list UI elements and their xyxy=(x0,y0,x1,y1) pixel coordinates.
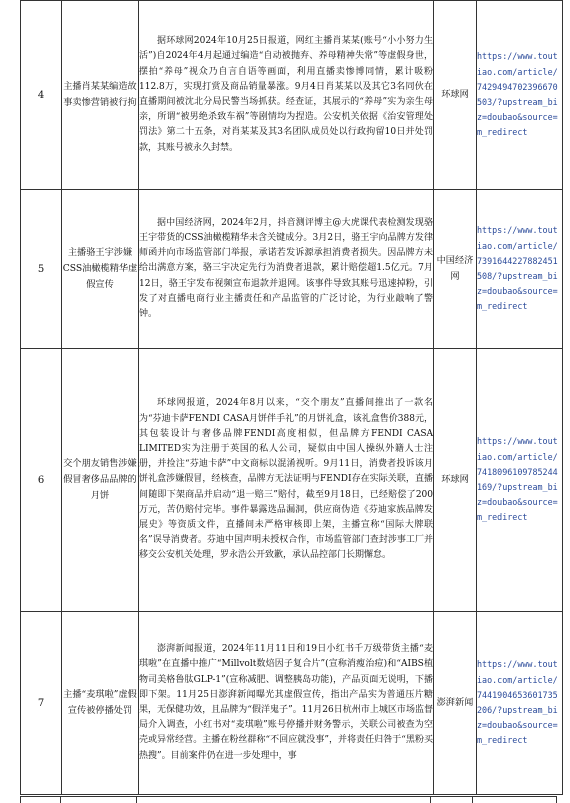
column-divider xyxy=(136,797,137,803)
case-description-text: 据环球网2024年10月25日报道，网红主播肖某某(账号“小小努力生活”)自2024年4月起通过编造“自动被抛弃、养母精神失常”等虚假身世，摆拍“养母”视众乃自言自语等画面，利用直播卖惨博同情，累计吸粉112.8万，实现打赏及商品销量暴涨。9月4日肖某某以及其它3名同伙在直播期间被沈北分局民警当场抓获。经查证，其展示的“养母”实为亲生母亲，所谓“被男绝杀致车祸”等剧情均为捏造。公安机关依据《治安管理处罚法》第二十五条，对肖某某及其3名团队成员处以行政拘留10日并处罚款，其账号被永久封禁。 xyxy=(139,36,433,153)
case-description xyxy=(139,1,434,190)
column-divider xyxy=(472,797,473,803)
case-source: 环球网 xyxy=(434,1,477,190)
column-divider xyxy=(60,797,61,803)
case-description xyxy=(139,612,434,795)
row-number: 6 xyxy=(21,349,62,612)
case-description xyxy=(139,349,434,612)
case-description xyxy=(139,190,434,349)
case-link[interactable] xyxy=(477,612,563,795)
table-row xyxy=(21,190,563,349)
column-divider xyxy=(430,797,431,803)
column-divider xyxy=(20,797,21,803)
case-link-text[interactable]: https://www.toutiao.com/article/7441904653601735206/?upstream_biz=doubao&source=m_redirect xyxy=(477,659,558,746)
table-row xyxy=(21,1,563,190)
case-link-text[interactable]: https://www.toutiao.com/article/7429494702396670503/?upstream_biz=doubao&source=m_redirect xyxy=(477,51,558,138)
case-source: 环球网 xyxy=(434,349,477,612)
case-title: 主播肖某某编造故事卖惨营销被行拘 xyxy=(62,1,139,190)
case-description-text: 澎湃新闻报道，2024年11月11日和19日小红书千万级带货主播“麦琪啦”在直播中推广“Millvolt数焙因子复合片”(宣称消瘦治痘)和“AIBS植物司美格鲁肽GLP-1”(宣称减肥、调整胰岛功能)，产品页面无说明，下播即下架。11月25日澎湃新闻曝光其虚假宣传，指出产品实为普通压片糖果，无保健功效，且品牌为“假洋鬼子”。11月26日杭州市上城区市场监督局介入调查，小红书对“麦琪啦”账号停播并财务警示，关联公司被查为空壳或异常经营。主播在粉丝群称“不回应就没事”，并将责任归咎于“黑粉买热搜”。目前案件仍在进一步处理中，事 xyxy=(139,644,433,761)
case-link[interactable] xyxy=(477,1,563,190)
cases-table xyxy=(20,0,563,795)
case-description-text: 据中国经济网，2024年2月，抖音测评博主@大虎课代表检测发现骆王宇带货的CSS油橄榄精华未含关键成分。3月2日，骆王宇向品牌方发律师函并向市场监管部门举报，承诺若发诉源承担消费者损失。因品牌方未给出满意方案，骆三宇决定先行为消费者退款，累计赔偿超1.5亿元。7月12日，骆王宇发布视频宣布退款并退网。该事件导致其账号迅速掉粉，引发了对直播电商行业主播责任和产品监管的广泛讨论，为行业敲响了警钟。 xyxy=(139,217,433,319)
column-divider xyxy=(556,797,557,803)
case-description-text: 环球网报道，2024年8月以来，“交个朋友”直播间推出了一款名为“芬迪卡萨FENDI CASA月饼伴手礼”的月饼礼盒，该礼盒售价388元，其包装设计与奢侈品牌FENDI高度相似，但品牌方FENDI CASA LIMITED实为注册于英国的私人公司，疑似由中国人操纵外籍人士注册，并捡注“芬迪卡萨”中文商标以混淆视听。9月11日，消费者投诉该月饼礼盒涉嫌假冒，经核查，品牌方无法证明与FENDI存在实际关联，直播间随即下架商品并启动“退一赔三”赔付，截至9月18日，已经赔偿了200万元，苦仍赔付完毕。事件暴露选品漏洞，供应商伪造《芬迪家族品牌发展史》等资质文件，直播间未严格审核即上架，主播宣称“国际大牌联名”误导消费者。芬迪中国声明未授权合作，市场监管部门查封涉事工厂并移交公安机关处理，罗永浩公开致歉，承认品控部门长期懈怠。 xyxy=(139,398,433,561)
case-title: 主播骆王宇涉嫌CSS油橄榄精华虚假宣传 xyxy=(62,190,139,349)
case-source: 澎湃新闻 xyxy=(434,612,477,795)
table-row xyxy=(21,349,563,612)
case-link[interactable] xyxy=(477,190,563,349)
table-row xyxy=(21,612,563,795)
case-link[interactable] xyxy=(477,349,563,612)
case-source: 中国经济网 xyxy=(434,190,477,349)
row-number: 5 xyxy=(21,190,62,349)
row-number: 7 xyxy=(21,612,62,795)
case-link-text[interactable]: https://www.toutiao.com/article/7391644227882451508/?upstream_biz=doubao&source=m_redirect xyxy=(477,225,558,312)
row-number: 4 xyxy=(21,1,62,190)
case-link-text[interactable]: https://www.toutiao.com/article/7418096109785244169/?upstream_biz=doubao&source=m_redirect xyxy=(477,436,558,523)
case-title: 主播“麦琪啦”虚假宣传被停播处罚 xyxy=(62,612,139,795)
case-title: 交个朋友销售涉嫌假冒奢侈品品牌的月饼 xyxy=(62,349,139,612)
